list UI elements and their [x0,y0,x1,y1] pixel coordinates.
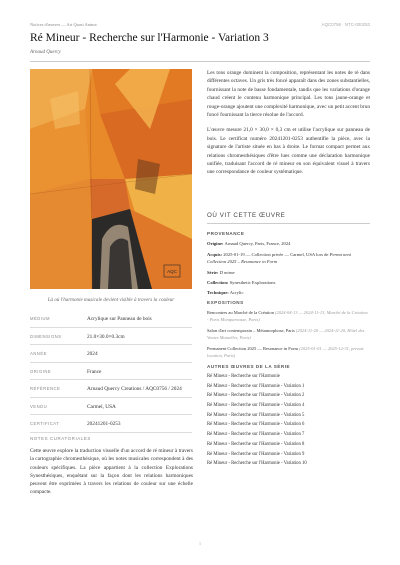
exhibition-item: Salon d'art contemporain – Métamorphose, Paris (2024-11-20 — 2024-11-20, Hôtel des Ventes Mutuelles, Paris) [207,328,365,340]
spec-label: RÉFÉRENCE [30,380,87,398]
curatorial-notes: Cette œuvre explore la traduction visuelle d'un accord de ré mineur à travers la cartographie chromesthésique, où les notes musicales correspondent à des couleurs spécifiques. La pièce appartient à la collection Explorations Synesthésiques, enquêtant sur la façon dont les relations harmoniques peuvent être exprimées à travers les relations de couleur sur une échelle compacte. [30,448,193,496]
series-item-link[interactable]: Ré Mineur - Recherche sur l'Harmonie [207,374,280,379]
series-heading: AUTRES ŒUVRES DE LA SÉRIE [207,364,291,369]
series-list [207,372,370,469]
where-divider [207,223,370,224]
spec-row [30,327,192,345]
series-item-link[interactable]: Ré Mineur - Recherche sur l'Harmonie - Variation 7 [207,432,305,438]
page-number: 1 [198,541,202,546]
collection-line: Collection: Synesthetic Explorations [207,280,276,285]
header-collection: Notices d'œuvres — Art Quasi Anima [30,22,97,27]
origin-line: Origine: Arnaud Quercy, Paris, France, 2024 [207,241,291,246]
spec-label: CERTIFICAT [30,415,87,433]
technique-line: Technique: Acrylic [207,290,244,295]
image-caption: Là où l'harmonie musicale devient visible à travers la couleur [47,297,175,303]
series-item-link[interactable]: Ré Mineur - Recherche sur l'Harmonie - Variation 1 [207,383,305,389]
signature-monogram: AQC [167,269,177,274]
notes-heading: NOTES CURATORIALES [30,436,91,441]
exhibition-item: Rencontres au Marché de la Création (2024-04-13 — 2024-11-13, Marché de la Création - Paris Montparnasse, Paris) [207,310,368,322]
series-item-link[interactable]: Ré Mineur - Recherche sur l'Harmonie - Variation 10 [207,461,307,467]
title-divider [30,61,370,62]
spec-label: MÉDIUM [30,310,87,327]
description-paragraph: Les tons orange dominent la composition, représentant les notes de ré dans différentes octaves. Un gris très foncé apparaît dans des zones substantielles, fournissant la note de basse fondamentale, tandis que les variations d'orange chaud créent le contenu harmonique principal. Les tons jaune-orange et rouge-orange ajoutent une complexité harmonique, avec un petit accent brun foncé fournissant la tierce résolue de l'accord. [207,70,370,119]
exhibitions-heading: EXPOSITIONS [207,300,244,305]
provenance-heading: PROVENANCE [207,231,245,236]
artist-name: Arnaud Quercy [30,50,61,55]
series-line: Série: D minor [207,270,236,275]
series-item-link[interactable]: Ré Mineur - Recherche sur l'Harmonie - Variation 4 [207,403,305,409]
description-column [207,69,370,177]
spec-value: Acrylique sur Panneau de bois [87,310,192,327]
series-item-link[interactable]: Ré Mineur - Recherche sur l'Harmonie - Variation 2 [207,393,305,399]
spec-label: ANNÉE [30,345,87,363]
spec-value: 2024 [87,345,192,363]
spec-label: DIMENSIONS [30,327,87,345]
abstract-painting [30,69,192,289]
description-paragraph: L'œuvre mesure 21,0 × 30,0 × 0,3 cm et utilise l'acrylique sur panneau de bois. Le certificat numéro 20241201-0253 authentifie la pièce, avec la signature de l'artiste située en bas à droite. Le format compact permet aux relations chromesthésiques d'être lues comme une déclaration harmonique unifiée, traduisant l'accord de ré mineur en son équivalent visuel à travers une correspondance de couleur systématique. [207,127,370,176]
exhibition-item: Permanent Collection 2025 — Resonance in Form (2025-01-01 — 2025-12-31, private location, Paris) [207,346,364,358]
spec-row [30,310,192,327]
spec-row [30,415,192,433]
series-item-link[interactable]: Ré Mineur - Recherche sur l'Harmonie - Variation 6 [207,422,305,428]
spec-label: VENDU [30,397,87,415]
artwork-title: Ré Mineur - Recherche sur l'Harmonie - Variation 3 [30,32,269,44]
spec-value: 20241201-0253 [87,415,192,433]
spec-row [30,380,192,398]
specs-table [30,310,192,433]
header-reference: AQC0756 · NTC-000253 [321,22,370,27]
spec-value: Carmel, USA [87,397,192,415]
spec-row [30,345,192,363]
spec-value: France [87,362,192,380]
series-item-link[interactable]: Ré Mineur - Recherche sur l'Harmonie - Variation 5 [207,412,305,418]
artwork-image [30,69,192,289]
acquired-line: Acquis: 2025-01-19 — Collection privée — Carmel, USA lors de Perma nent Collection 2025 – Resonance in Form [207,252,351,264]
spec-row [30,397,192,415]
spec-row [30,362,192,380]
where-heading: OÙ VIT CETTE ŒUVRE [207,212,286,219]
series-item-link[interactable]: Ré Mineur - Recherche sur l'Harmonie - Variation 9 [207,451,305,457]
series-item-link[interactable]: Ré Mineur - Recherche sur l'Harmonie - Variation 8 [207,441,305,447]
spec-label: ORIGINE [30,362,87,380]
page-header [30,22,370,30]
spec-value: Arnaud Quercy Creations / AQC0756 / 2024 [87,380,192,398]
spec-value: 21.0×30.0×0.3cm [87,327,192,345]
